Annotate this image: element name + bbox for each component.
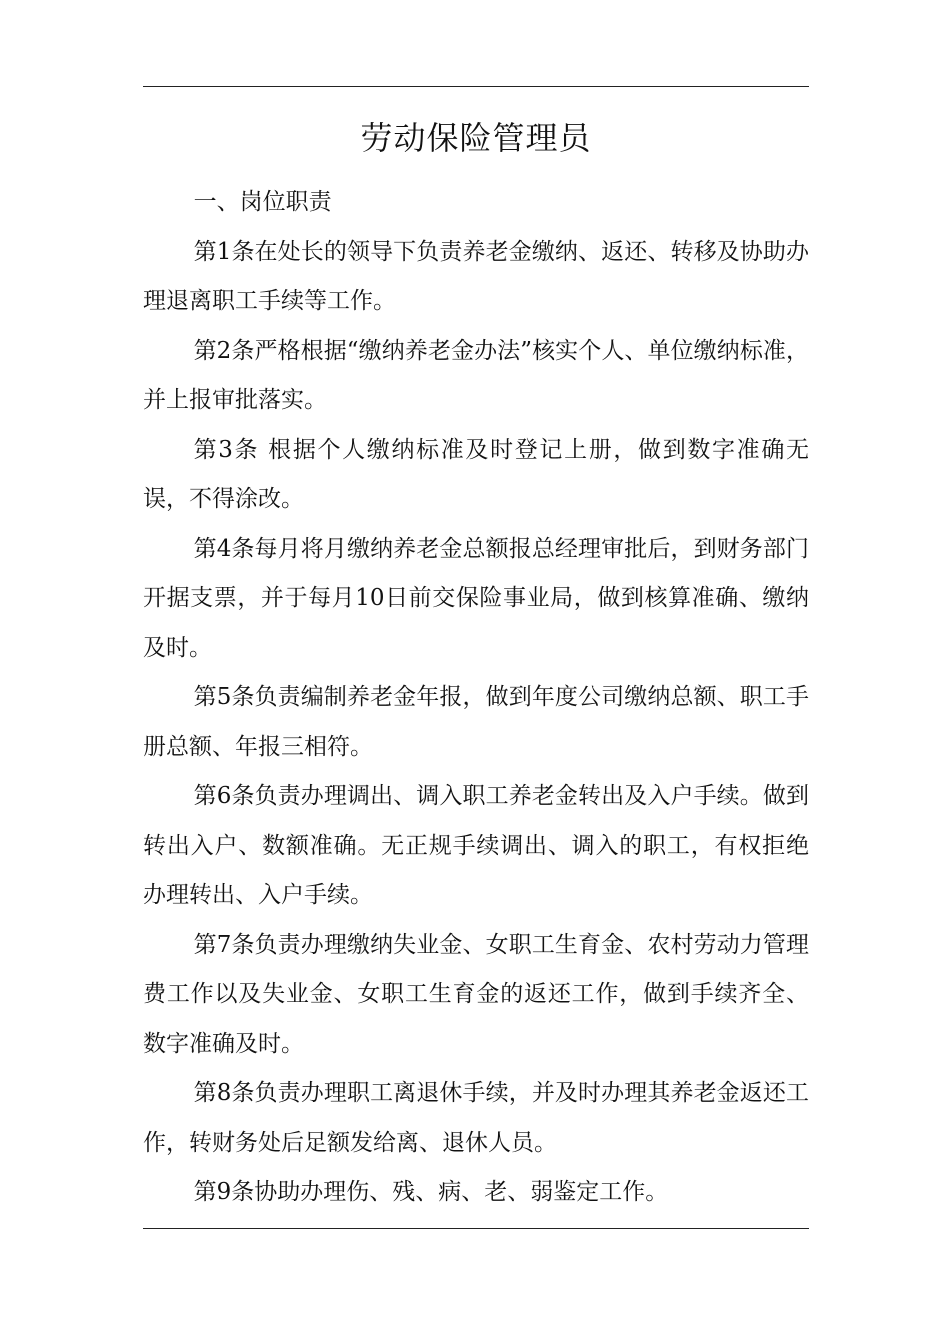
header-rule <box>143 86 809 87</box>
article-9: 第9条协助办理伤、残、病、老、弱鉴定工作。 <box>193 1179 669 1205</box>
footer-rule <box>143 1228 809 1229</box>
section-heading: 一、岗位职责 <box>193 189 332 215</box>
article-7: 第7条负责办理缴纳失业金、女职工生育金、农村劳动力管理费工作以及失业金、女职工生育金的返还工作，做到手续齐全、数字准确及时。 <box>143 931 809 1057</box>
article-6: 第6条负责办理调出、调入职工养老金转出及入户手续。做到转出入户、数额准确。无正规手续调出、调入的职工，有权拒绝办理转出、入户手续。 <box>143 783 809 908</box>
article-2: 第2条严格根据“缴纳养老金办法”核实个人、单位缴纳标准，并上报审批落实。 <box>143 337 809 413</box>
document-body <box>143 178 809 1218</box>
article-4: 第4条每月将月缴纳养老金总额报总经理审批后，到财务部门开据支票，并于每月10日前交保险事业局，做到核算准确、缴纳及时。 <box>143 535 809 661</box>
article-1: 第1条在处长的领导下负责养老金缴纳、返还、转移及协助办理退离职工手续等工作。 <box>143 238 809 314</box>
article-8: 第8条负责办理职工离退休手续，并及时办理其养老金返还工作，转财务处后足额发给离、退休人员。 <box>143 1080 809 1156</box>
article-3: 第3条 根据个人缴纳标准及时登记上册，做到数字准确无误，不得涂改。 <box>143 436 809 512</box>
article-5: 第5条负责编制养老金年报，做到年度公司缴纳总额、职工手册总额、年报三相符。 <box>143 684 809 760</box>
document-title: 劳动保险管理员 <box>360 119 592 157</box>
